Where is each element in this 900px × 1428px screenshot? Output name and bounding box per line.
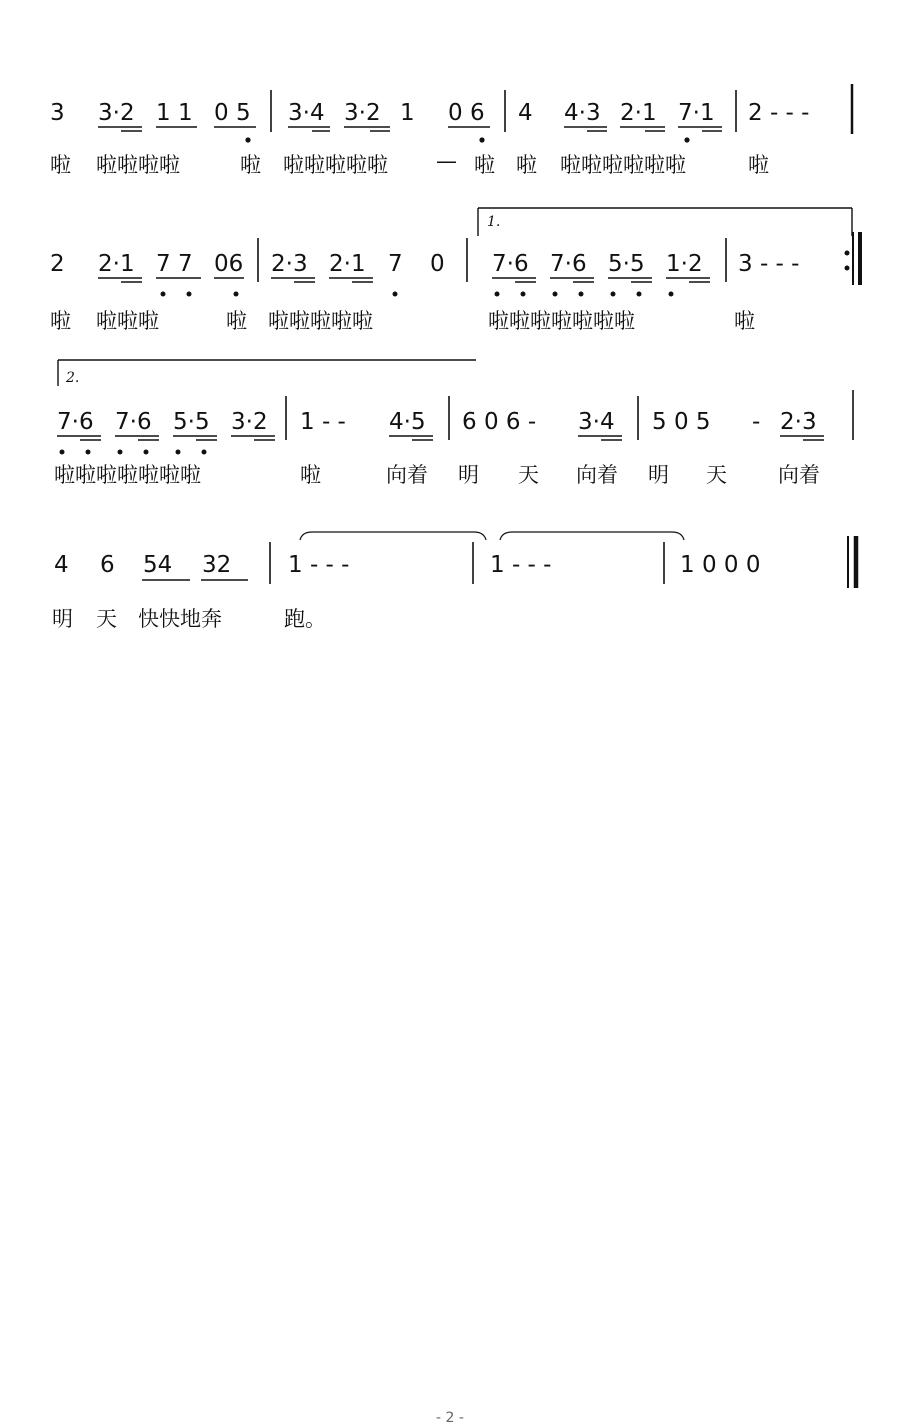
note: 3·2 bbox=[344, 100, 381, 126]
octave-dot bbox=[176, 450, 181, 455]
lyric: 啦 bbox=[240, 153, 261, 177]
lyric: 明 bbox=[52, 607, 73, 631]
octave-dot bbox=[393, 292, 398, 297]
lyric: 啦 bbox=[734, 309, 755, 333]
lyric: 天 bbox=[706, 463, 727, 487]
lyric: 啦 bbox=[50, 309, 71, 333]
note: 2·1 bbox=[98, 251, 135, 277]
lyric: 啦啦啦啦 bbox=[96, 153, 180, 177]
note: 1 - - - bbox=[288, 552, 350, 578]
note: 6 bbox=[100, 552, 115, 578]
lyric: 向着 bbox=[778, 463, 820, 487]
note: 3·2 bbox=[231, 409, 268, 435]
octave-dot bbox=[579, 292, 584, 297]
note: 3·4 bbox=[288, 100, 325, 126]
volta-1-bracket bbox=[478, 208, 852, 236]
note: 54 bbox=[143, 552, 173, 578]
lyric: 啦啦啦啦啦啦啦 bbox=[488, 309, 635, 333]
note: 4·5 bbox=[389, 409, 426, 435]
lyric: 明 bbox=[648, 463, 669, 487]
note: 2·1 bbox=[620, 100, 657, 126]
octave-dot bbox=[669, 292, 674, 297]
octave-dot bbox=[144, 450, 149, 455]
octave-dot bbox=[245, 137, 250, 142]
volta-2-label: 2. bbox=[66, 370, 80, 386]
lyric: 啦 bbox=[300, 463, 321, 487]
note: 3 bbox=[50, 100, 65, 126]
octave-dot bbox=[637, 292, 642, 297]
note: 2 - - - bbox=[748, 100, 810, 126]
lyric: 啦 bbox=[474, 153, 495, 177]
note: 2·3 bbox=[780, 409, 817, 435]
note: 4·3 bbox=[564, 100, 601, 126]
octave-dot bbox=[234, 292, 239, 297]
note: 0 5 bbox=[214, 100, 251, 126]
page-number: - 2 - bbox=[436, 1410, 464, 1426]
note: 2·1 bbox=[329, 251, 366, 277]
note: 7·6 bbox=[550, 251, 587, 277]
octave-dot bbox=[495, 292, 500, 297]
lyric: 向着 bbox=[576, 463, 618, 487]
octave-dot bbox=[187, 292, 192, 297]
lyric: 啦啦啦啦啦 bbox=[268, 309, 373, 333]
system-3-lyrics bbox=[54, 463, 820, 487]
note: 7·6 bbox=[57, 409, 94, 435]
note: 5 0 5 bbox=[652, 409, 711, 435]
note: 1 0 0 0 bbox=[680, 552, 761, 578]
note: 5·5 bbox=[608, 251, 645, 277]
repeat-dot bbox=[845, 251, 850, 256]
lyric: 啦 bbox=[516, 153, 537, 177]
lyric: 天 bbox=[96, 607, 117, 631]
system-3-dots bbox=[60, 450, 207, 455]
note: 7 bbox=[388, 251, 403, 277]
note: 7·6 bbox=[492, 251, 529, 277]
lyric: 啦 bbox=[748, 153, 769, 177]
note: 6 0 6 - bbox=[462, 409, 537, 435]
system-1-dots bbox=[245, 137, 689, 142]
octave-dot bbox=[60, 450, 65, 455]
system-4-lyrics bbox=[52, 607, 326, 631]
note: 0 6 bbox=[448, 100, 485, 126]
octave-dot bbox=[611, 292, 616, 297]
note: 1·2 bbox=[666, 251, 703, 277]
volta-2-bracket bbox=[58, 360, 476, 386]
note: 1 - - bbox=[300, 409, 346, 435]
note: 2 bbox=[50, 251, 65, 277]
note: 32 bbox=[202, 552, 232, 578]
lyric: 啦 bbox=[226, 309, 247, 333]
lyric: 啦啦啦 bbox=[96, 309, 159, 333]
note: 2·3 bbox=[271, 251, 308, 277]
lyric: 啦 bbox=[50, 153, 71, 177]
note: 1 1 bbox=[156, 100, 193, 126]
note: 3 - - - bbox=[738, 251, 800, 277]
note: 0 bbox=[430, 251, 445, 277]
lyric: 啦啦啦啦啦啦啦 bbox=[54, 463, 201, 487]
system-2-lyrics bbox=[50, 309, 755, 333]
system-4-notes bbox=[54, 552, 760, 578]
system-1-lyrics bbox=[50, 149, 769, 177]
lyric: 天 bbox=[518, 463, 539, 487]
note: 4 bbox=[54, 552, 69, 578]
lyric: 啦啦啦啦啦 bbox=[283, 153, 388, 177]
octave-dot bbox=[86, 450, 91, 455]
note: 7 7 bbox=[156, 251, 193, 277]
lyric-extender: — bbox=[436, 149, 457, 173]
octave-dot bbox=[521, 292, 526, 297]
tie bbox=[300, 532, 486, 540]
octave-dot bbox=[118, 450, 123, 455]
volta-1-label: 1. bbox=[487, 214, 501, 230]
system-1-notes bbox=[50, 100, 809, 126]
note: 3·2 bbox=[98, 100, 135, 126]
system-2-notes bbox=[50, 251, 799, 277]
octave-dot bbox=[161, 292, 166, 297]
lyric: 跑。 bbox=[284, 607, 326, 631]
octave-dot bbox=[553, 292, 558, 297]
note: 06 bbox=[214, 251, 244, 277]
note: 7·1 bbox=[678, 100, 715, 126]
note: - bbox=[752, 409, 761, 435]
octave-dot bbox=[479, 137, 484, 142]
system-3-notes bbox=[57, 409, 817, 435]
lyric: 明 bbox=[458, 463, 479, 487]
note: 4 bbox=[518, 100, 533, 126]
note: 5·5 bbox=[173, 409, 210, 435]
octave-dot bbox=[684, 137, 689, 142]
lyric: 啦啦啦啦啦啦 bbox=[560, 153, 686, 177]
note: 3·4 bbox=[578, 409, 615, 435]
note: 1 bbox=[400, 100, 415, 126]
repeat-dot bbox=[845, 266, 850, 271]
tie bbox=[500, 532, 684, 540]
lyric: 快快地奔 bbox=[138, 607, 222, 631]
octave-dot bbox=[202, 450, 207, 455]
lyric: 向着 bbox=[386, 463, 428, 487]
note: 1 - - - bbox=[490, 552, 552, 578]
note: 7·6 bbox=[115, 409, 152, 435]
